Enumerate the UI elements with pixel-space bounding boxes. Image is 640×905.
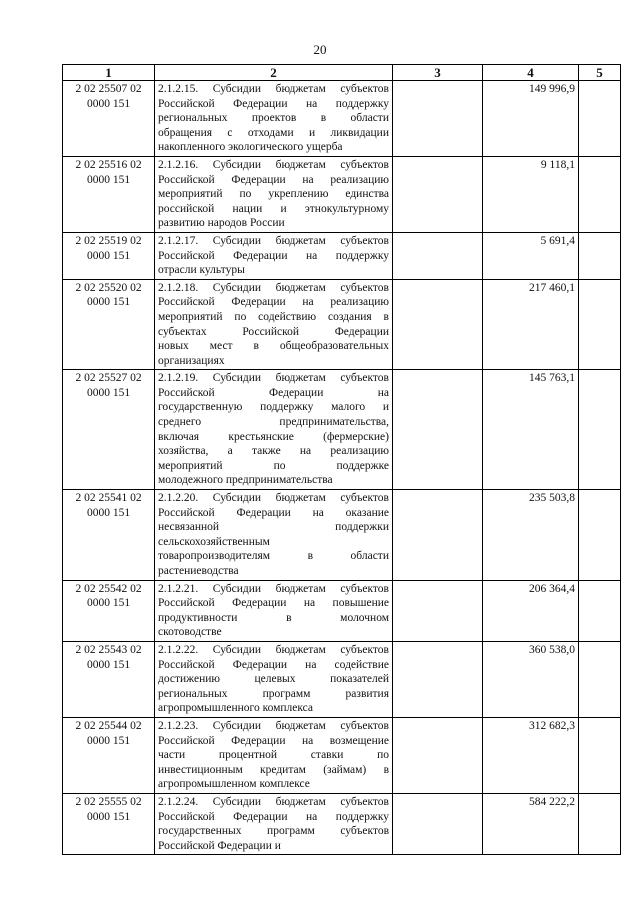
budget-code-line: 2 02 25520 02 [75,281,142,294]
description-line: Российской Федерации на поддержку [158,810,389,823]
description-line: 2.1.2.24. Субсидии бюджетам субъектов [158,795,389,808]
description-line: 2.1.2.17. Субсидии бюджетам субъектов [158,234,389,247]
budget-code-line: 2 02 25543 02 [75,643,142,656]
budget-code-cell [63,81,155,157]
description-line: несвязанной поддержки [158,521,389,534]
budget-code-line: 0000 151 [86,249,131,262]
column-3-cell [393,490,483,581]
description-cell [155,641,393,717]
column-3-cell [393,580,483,641]
description-line: 2.1.2.18. Субсидии бюджетам субъектов [158,281,389,294]
column-5-cell [579,232,621,279]
description-line: организациях [158,354,225,367]
description-line: товаропроизводителям в области [158,550,389,563]
description-cell [155,232,393,279]
amount-cell: 312 682,3 [483,717,579,793]
budget-code-line: 0000 151 [86,597,131,610]
description-line: развитию народов России [158,217,285,230]
budget-code-line: 2 02 25541 02 [75,492,142,505]
description-cell [155,156,393,232]
description-line: Российской Федерации на [158,386,389,399]
description-line: молодежного предпринимательства [158,474,333,487]
column-5-cell [579,279,621,370]
amount-cell: 5 691,4 [483,232,579,279]
description-line: части процентной ставки по [158,749,389,762]
budget-code-line: 0000 151 [86,386,131,399]
column-5-cell [579,580,621,641]
description-line: мероприятий по укреплению единства [158,188,389,201]
description-line: Российской Федерации на поддержку [158,97,389,110]
budget-code-cell [63,793,155,854]
column-5-cell [579,490,621,581]
budget-code-cell [63,370,155,490]
description-line: 2.1.2.20. Субсидии бюджетам субъектов [158,492,389,505]
description-line: 2.1.2.16. Субсидии бюджетам субъектов [158,158,389,171]
description-line: субъектах Российской Федерации [158,325,389,338]
description-line: инвестиционным кредитам (займам) в [158,763,389,776]
column-3-cell [393,370,483,490]
amount-cell: 235 503,8 [483,490,579,581]
amount-cell: 9 118,1 [483,156,579,232]
description-line: хозяйства, а также на реализацию [158,445,389,458]
table-row [63,793,621,854]
description-line: среднего предпринимательства, [158,416,389,429]
column-header-5: 5 [579,65,621,81]
column-5-cell [579,156,621,232]
column-5-cell [579,81,621,157]
column-3-cell [393,156,483,232]
budget-table [62,64,621,855]
description-line: Российской Федерации и [158,839,281,852]
budget-code-line: 0000 151 [86,810,131,823]
column-5-cell [579,793,621,854]
description-line: включая крестьянские (фермерские) [158,430,389,443]
table-row [63,279,621,370]
column-header-3: 3 [393,65,483,81]
description-cell [155,81,393,157]
table-row [63,641,621,717]
column-5-cell [579,717,621,793]
column-5-cell [579,370,621,490]
column-3-cell [393,81,483,157]
column-3-cell [393,279,483,370]
budget-code-line: 2 02 25516 02 [75,158,142,171]
page-number: 20 [313,42,327,57]
description-line: накопленного экологического ущерба [158,141,343,154]
description-line: агропромышленного комплекса [158,702,314,715]
description-line: мероприятий по содействию создания в [158,310,389,323]
description-line: мероприятий по поддержке [158,459,389,472]
description-line: скотоводстве [158,626,222,639]
description-cell [155,580,393,641]
budget-code-line: 2 02 25519 02 [75,234,142,247]
budget-code-cell [63,279,155,370]
budget-code-line: 2 02 25527 02 [75,372,142,385]
description-line: отрасли культуры [158,264,245,277]
amount-cell: 149 996,9 [483,81,579,157]
description-line: Российской Федерации на реализацию [158,173,389,186]
budget-code-cell [63,232,155,279]
description-line: 2.1.2.15. Субсидии бюджетам субъектов [158,83,389,95]
table-row [63,232,621,279]
budget-code-line: 0000 151 [86,506,131,519]
description-line: новых мест в общеобразовательных [158,340,389,353]
table-row [63,490,621,581]
description-line: сельскохозяйственным [158,535,270,548]
budget-code-cell [63,156,155,232]
budget-code-cell [63,490,155,581]
column-3-cell [393,641,483,717]
description-line: 2.1.2.22. Субсидии бюджетам субъектов [158,643,389,656]
description-line: региональных проектов в области [158,112,389,125]
table-row [63,717,621,793]
description-cell [155,490,393,581]
table-row [63,370,621,490]
description-line: достижению целевых показателей [158,673,389,686]
budget-code-line: 0000 151 [86,658,131,671]
description-cell [155,793,393,854]
description-line: государственную поддержку малого и [158,401,389,414]
description-line: 2.1.2.19. Субсидии бюджетам субъектов [158,372,389,385]
budget-code-line: 0000 151 [86,97,131,110]
description-line: растениеводства [158,565,239,577]
budget-code-cell [63,641,155,717]
description-line: 2.1.2.21. Субсидии бюджетам субъектов [158,582,389,595]
amount-cell: 145 763,1 [483,370,579,490]
column-header-4: 4 [483,65,579,81]
budget-code-line: 0000 151 [86,296,131,309]
column-header-1: 1 [63,65,155,81]
table-row [63,580,621,641]
description-line: агропромышленном комплексе [158,778,310,791]
description-cell [155,279,393,370]
description-line: российской нации и этнокультурному [158,202,389,215]
table-row [63,156,621,232]
header-row [63,65,621,81]
table-row [63,81,621,157]
description-line: региональных программ развития [158,687,389,700]
budget-code-line: 0000 151 [86,734,131,747]
budget-code-cell [63,580,155,641]
description-line: Российской Федерации на возмещение [158,734,389,747]
amount-cell: 584 222,2 [483,793,579,854]
budget-code-line: 0000 151 [86,173,131,186]
description-line: обращения с отходами и ликвидации [158,126,389,139]
description-line: Российской Федерации на повышение [158,597,389,610]
description-line: Российской Федерации на содействие [158,658,389,671]
description-line: продуктивности в молочном [158,611,389,624]
budget-code-line: 2 02 25507 02 [75,83,142,95]
budget-code-cell [63,717,155,793]
description-cell [155,370,393,490]
column-header-2: 2 [155,65,393,81]
amount-cell: 217 460,1 [483,279,579,370]
description-line: Российской Федерации на реализацию [158,296,389,309]
description-line: Российской Федерации на поддержку [158,249,389,262]
budget-code-line: 2 02 25555 02 [75,795,142,808]
column-3-cell [393,717,483,793]
description-cell [155,717,393,793]
description-line: государственных программ субъектов [158,825,389,838]
column-3-cell [393,793,483,854]
budget-code-line: 2 02 25542 02 [75,582,142,595]
column-3-cell [393,232,483,279]
description-line: 2.1.2.23. Субсидии бюджетам субъектов [158,719,389,732]
description-line: Российской Федерации на оказание [158,506,389,519]
amount-cell: 360 538,0 [483,641,579,717]
budget-code-line: 2 02 25544 02 [75,719,142,732]
column-5-cell [579,641,621,717]
amount-cell: 206 364,4 [483,580,579,641]
